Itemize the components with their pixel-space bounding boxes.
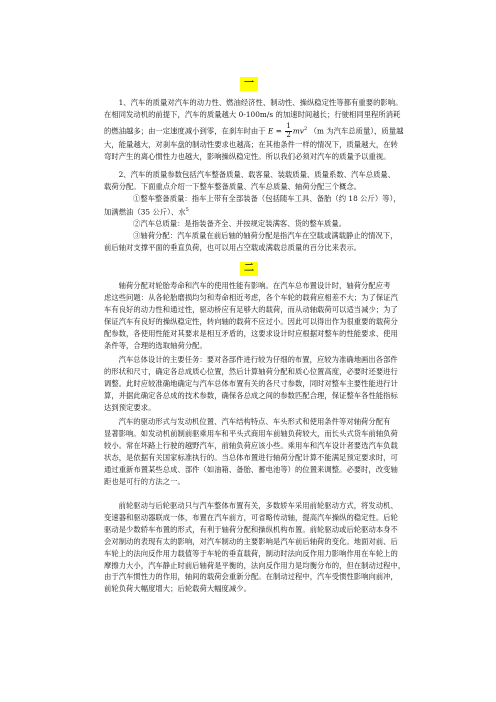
text-line: 车有良好的动力性和通过性，驱动桥应有足够大的载荷，而从动轴载荷可以适当减少；为了 [104, 304, 398, 314]
text-line: 由于汽车惯性力的作用，轴间的载荷会重新分配。在制动过程中，汽车受惯性影响向前冲， [104, 572, 398, 582]
text-line: 会对制动的表现有太的影响，对汽车制动的主要影响是汽车前后轴荷的变化。地面对前、后 [104, 536, 398, 546]
energy-symbol: E [268, 126, 274, 136]
text-line: 1、汽车的质量对汽车的动力性、燃油经济性、制动性、操纵稳定性等都有重要的影响。 [118, 98, 403, 107]
text-fragment: 的燃油越多；由一定速度减小到零，在刹车时由于 [104, 126, 266, 136]
text-fragment: （m 为汽车总质量），质量越 [309, 126, 404, 136]
text-line: 调整。此时应较准确地确定与汽车总体布置有关的各尺寸参数，同时对整车主要性能进行计 [104, 378, 398, 388]
fraction-numerator: 1 [286, 122, 291, 131]
text-line: 车轮上的法向反作用力载值等于车轮的垂直载荷，制动时法向反作用力影响作用在车轮上的 [104, 548, 398, 558]
text-line: 大，能量越大，对刹车盘的制动性要求也越高；在其他条件一样的情况下，质量越大，在转 [104, 140, 398, 150]
text-line: 驱动是少数轿车布置的形式，有利于轴荷分配和操纵机构布置。前轮驱动或后轮驱动本身不 [104, 524, 398, 534]
text-line: 变速器和驱动器联成一体，布置在汽车前方，可省略传动轴，提高汽车操纵的稳定性。后轮 [104, 512, 398, 522]
text-line [104, 205, 422, 218]
text-line: 前轮驱动与后轮驱动只与汽车整体布置有关，多数轿车采用前轮驱动方式，将发动机、 [118, 501, 398, 510]
text-line: 通过重新布置某些总成、部件（如油箱、备胎、蓄电池等）的位置来调整。必要时，改变轴 [104, 464, 398, 474]
text-line: 汽车的驱动形式与发动机位置、汽车结构特点、车头形式和使用条件等对轴荷分配有 [118, 417, 391, 426]
text-line: 状态，是依据有关国家标准执行的。当总体布置进行轴荷分配计算不能满足预定要求时，可 [104, 452, 398, 462]
formula-mv: mv [292, 126, 304, 136]
section-marker-two: 二 [240, 262, 258, 276]
text-line: 摩擦力大小，汽车静止时前后轴荷是平衡的，法向反作用力是均衡分布的，但在制动过程中， [104, 560, 406, 570]
text-line: ②汽车总质量：是指装备齐全、并按规定装满客、货的整车质量。 [133, 219, 347, 229]
formula-exponent: 2 [303, 125, 308, 132]
paragraph-vehicle-mass [104, 97, 422, 163]
paragraph-axle-load [104, 280, 422, 351]
text-line: 载荷分配。下面重点介绍一下整车整备质量、汽车总质量、轴荷分配三个概念。 [104, 181, 362, 191]
text-line: 达到预定要求。 [104, 402, 156, 412]
equals-sign: = [273, 126, 285, 136]
text-line: 显著影响。如发动机前制前驱乘用车和平头式商用车前轴负荷较大，而长头式货车前轴负荷 [104, 428, 398, 438]
text-line: 较小。常在坏路上行驶的越野汽车，前轴负荷应该小些。乘用车和汽车设计者要选汽车负载 [104, 440, 398, 450]
text-line: 在相同发动机的前提下，汽车的质量越大 0-100m/s 的加速时间越长；行驶相同里程所消耗 [104, 109, 401, 119]
text-line: 弯时产生的离心惯性力也越大，影响操纵稳定性。所以我们必须对汽车的质量予以重视。 [104, 152, 391, 162]
paragraph-overall-design [104, 354, 422, 414]
text-line: ①整车整备质量：指车上带有全部装备（包括随车工具、备胎（约 18 公斤）等）， [133, 193, 401, 203]
text-line: 的形状和尺寸，确定各总成质心位置，然后计算轴荷分配和质心位置高度，必要时还要进行 [104, 366, 398, 376]
superscript: 5 [185, 206, 189, 213]
text-line: 汽车总体设计的主要任务：要对各部件进行较为仔细的布置，应较为准确地画出各部件 [118, 355, 398, 364]
fraction [285, 123, 292, 139]
text-line: 保证汽车有良好的操纵稳定性，转向轴的载荷不应过小。因此可以得出作为很重要的载荷分 [104, 316, 398, 326]
paragraph-front-rear-drive [104, 500, 422, 595]
text-line: 条件等，合理的选取轴荷分配。 [104, 340, 207, 350]
text-line: 前轮负荷大幅度增大；后轮载荷大幅度减少。 [104, 584, 251, 594]
fraction-denominator: 2 [286, 130, 291, 139]
text-line: 虑这些问题：从各轮胎磨损均匀和寿命相近考虑，各个车轮的载荷应相差不大；为了保证汽 [104, 292, 398, 302]
text-line: 算，并据此确定各总成的技术参数，确保各总成之间的参数匹配合理，保证整车各性能指标 [104, 390, 398, 400]
text-fragment: 加满燃油（35 公斤）、水 [104, 207, 186, 217]
paragraph-mass-parameters [104, 169, 422, 254]
text-line: 配参数，各使用性能对其要求是相互矛盾的，这要求设计时应根据对整车的性能要求、使用 [104, 328, 398, 338]
text-line: 前后轴对支撑平面的垂直负荷，也可以用占空载或满载总质量的百分比来表示。 [104, 242, 362, 252]
text-line: 轴荷分配对轮胎寿命和汽车的使用性能有影响。在汽车总布置设计时，轴荷分配应考 [118, 281, 391, 290]
text-line-formula [104, 121, 422, 139]
text-line: 距也是可行的方法之一。 [104, 476, 185, 486]
text-line: ③轴荷分配：汽车质量在前后轴的轴荷分配是指汽车在空载或满载静止的情况下， [133, 230, 398, 240]
text-line: 2、汽车的质量参数包括汽车整备质量、载客量、装载质量、质量系数、汽车总质量、 [118, 170, 396, 179]
paragraph-drive-layout [104, 416, 422, 487]
section-marker-one: 一 [240, 77, 258, 91]
